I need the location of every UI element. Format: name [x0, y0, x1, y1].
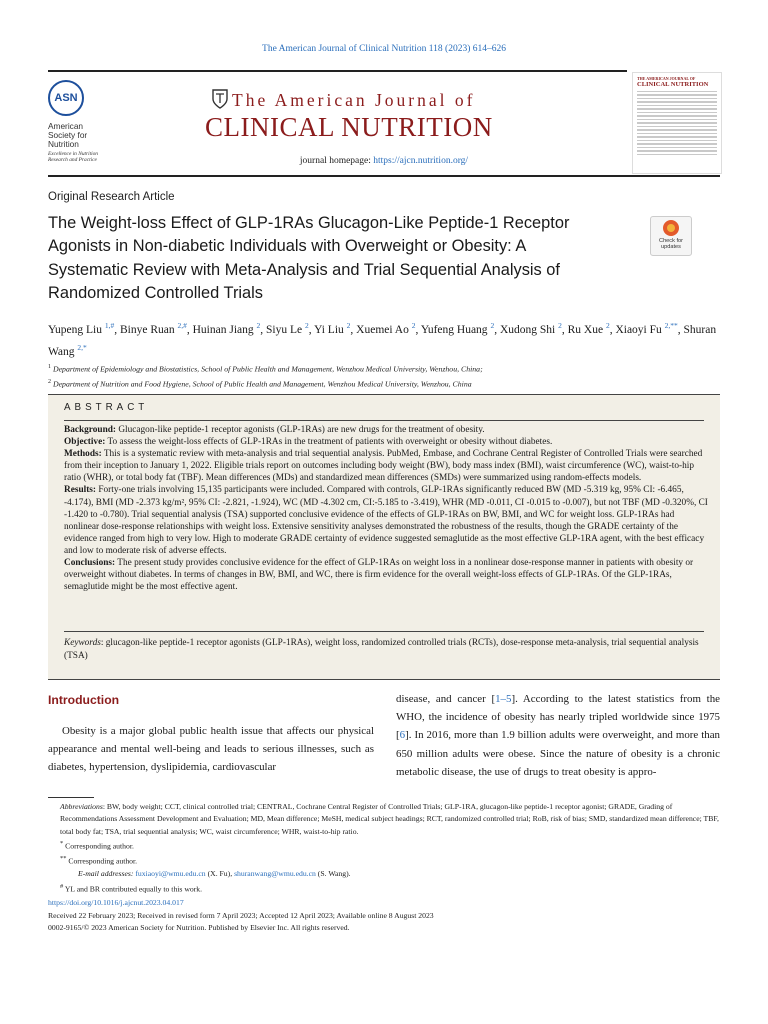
article-type: Original Research Article	[48, 191, 175, 203]
author-name[interactable]: Yufeng Huang	[420, 323, 488, 336]
abstract-section: Results: Forty-one trials involving 15,135 participants were included. Compared with controls, GLP-1RAs significantly reduced BW (MD -5.319 kg, 95% CI: -6.465, -4.174), BMI (MD -2.373 kg/m², 95% CI: -2.821, -1.924), WC (MD -4.302 cm, CI:-5.185 to -3.419), WHR (MD -0.011, CI -0.015 to -0.007), but not TBF (MD -0.320%, CI -1.420 to -0.780). Trial sequential analysis (TSA) supported conclusive evidence of the effects of GLP-1RAs on BW, BMI, and WC for weight loss. GLP-1RAs had nonlinear dose-response relationships with weight loss. Extensive sensitivity analyses demonstrated the robustness of the results, though the GRADE certainty of the evidence ranged from high to very low. High to moderate GRADE certainty of evidence suggested semaglutide as the most effective GLP-1RA agent, with the best efficacy and low to moderate risk of adverse effects.	[64, 485, 708, 556]
author-name[interactable]: Huinan Jiang	[192, 323, 254, 336]
citation-link[interactable]: 1–5	[495, 693, 512, 705]
journal-shield-icon	[210, 88, 230, 110]
author-name[interactable]: Yi Liu	[314, 323, 344, 336]
affiliation-1: $^1$ Department of Epidemiology and Biostatistics, School of Public Health and Management, Wenzhou Medical University, Wenzhou, China;	[48, 364, 483, 374]
author-affiliation-marker[interactable]: 2,**	[664, 321, 678, 330]
abstract-section: Conclusions: The present study provides conclusive evidence for the effect of GLP-1RAs on weight loss in a nonlinear dose-response manner in patients with obesity or overweight without diabetes. In terms of changes in BW, BMI, and WC, there is firm evidence for the overall weight-loss effects of GLP-1RAs. Of the GLP-1RAs, semaglutide might be the most effective agent.	[64, 558, 694, 593]
author-affiliation-marker[interactable]: 2,*	[77, 342, 87, 352]
affiliation-2: $^2$ Department of Nutrition and Food Hygiene, School of Public Health and Management, Wenzhou Medical University, Wenzhou, China	[48, 378, 472, 389]
header-top-rule	[48, 70, 627, 72]
received-dates: Received 22 February 2023; Received in revised form 7 April 2023; Accepted 12 April 2023; Available online 8 August 2023	[48, 910, 434, 920]
abstract-section: Methods: This is a systematic review with meta-analysis and trial sequential analysis. PubMed, Embase, and Cochrane Central Register of Controlled Trials were searched from their inception to January 1, 2022. Eligible trials report on outcomes including body weight (BW), body mass index (BMI), waist circumference (WC), waist-to-hip ratio (WHR), or total body fat (TBF). Mean differences (MDs) and standardized mean differences (SMDs) were summarized using random-effects models.	[64, 449, 703, 484]
author-affiliation-marker[interactable]: 2	[605, 321, 610, 330]
copyright: 0002-9165/© 2023 American Society for Nutrition. Published by Elsevier Inc. All rights reserved.	[48, 923, 350, 933]
corresponding-author-2: ** Corresponding author.	[60, 855, 138, 866]
author-affiliation-marker[interactable]: 2	[346, 321, 351, 330]
homepage-link[interactable]: https://ajcn.nutrition.org/	[373, 156, 469, 166]
cover-text-lines	[637, 91, 717, 157]
abstract-heading: ABSTRACT	[64, 402, 149, 413]
check-for-updates-button[interactable]	[650, 216, 692, 256]
author-affiliation-marker[interactable]: 2	[558, 321, 562, 330]
author-affiliation-marker[interactable]: 2	[256, 321, 261, 330]
author-name[interactable]: Siyu Le	[266, 323, 303, 336]
intro-paragraph-right: disease, and cancer [1–5]. According to the latest statistics from the WHO, the incidence of obesity has nearly tripled worldwide since 1975 [6]. In 2016, more than 1.9 billion adults were overweight, and more than 650 million adults were obese. Since the nature of obesity is a chronic metabolic disease, the use of drugs to treat obesity is appro-	[396, 693, 720, 778]
doi-link[interactable]: https://doi.org/10.1016/j.ajcnut.2023.04.017	[48, 898, 184, 907]
abstract-rule	[64, 420, 704, 421]
footnotes	[48, 801, 720, 896]
journal-cover-thumbnail[interactable]	[632, 72, 722, 174]
author-list: Yupeng Liu $^{1,\#}$, Binye Ruan $^{2,\#}$, Huinan Jiang $^2$, Siyu Le $^2$, Yi Liu $^2$, Xuemei Ao $^2$, Yufeng Huang $^2$, Xudong Shi $^2$, Ru Xue $^2$, Xiaoyi Fu $^{2,**}$, Shuran Wang $^{2,*}$	[48, 321, 717, 358]
equal-contribution-note: # YL and BR contributed equally to this work.	[60, 882, 203, 894]
introduction-heading: Introduction	[48, 693, 120, 707]
abstract-body	[64, 424, 708, 593]
intro-paragraph-left: Obesity is a major global public health issue that affects our physical appearance and mental well-being and leads to serious illnesses, such as diabetes, hypertension, dyslipidemia, cardiovascular	[48, 725, 374, 774]
author-name[interactable]: Binye Ruan	[119, 323, 175, 336]
asn-tagline: Excellence in Nutrition Research and Practice	[48, 151, 98, 163]
author-name[interactable]: Shuran Wang	[48, 323, 717, 358]
article-title: The Weight-loss Effect of GLP-1RAs Glucagon-Like Peptide-1 Receptor Agonists in Non-diabetic Individuals with Overweight or Obesity: A Systematic Review with Meta-Analysis and Trial Sequential Analysis of Randomized Controlled Trials	[48, 214, 570, 302]
abstract-section: Background: Glucagon-like peptide-1 receptor agonists (GLP-1RAs) are new drugs for the treatment of obesity.	[64, 425, 485, 435]
keywords: Keywords: glucagon-like peptide-1 receptor agonists (GLP-1RAs), weight loss, randomized controlled trials (RCTs), dose-response meta-analysis, trial sequential analysis (TSA)	[64, 638, 699, 661]
affiliations	[48, 361, 728, 390]
abbreviations-note: Abbreviations: BW, body weight; CCT, clinical controlled trial; CENTRAL, Cochrane Central Register of Controlled Trials; GLP-1RA, glucagon-like peptide-1 receptor agonist; GRADE, Grading of Recommendations Assessment Development and Evaluation; MD, Mean difference; MeSH, medical subject headings; RCT, randomized controlled trial; RoB, risk of bias; SMD, standardized mean difference; TBF, total body fat; TSA, trial sequential analysis; WC, waist circumference; WHR, waist-to-hip ratio.	[60, 802, 719, 836]
keywords-rule	[64, 631, 704, 632]
abstract-section: Objective: To assess the weight-loss effects of GLP-1RAs in the treatment of patients with overweight or obesity without diabetes.	[64, 437, 553, 448]
corresponding-author-1: * Corresponding author.	[60, 840, 134, 851]
author-name[interactable]: Ru Xue	[567, 323, 604, 336]
check-updates-label: Check for updates	[659, 238, 683, 250]
cover-header: THE AMERICAN JOURNAL OF	[637, 76, 696, 81]
asn-society-name: American Society for Nutrition	[48, 121, 88, 149]
header-bottom-rule	[48, 175, 720, 177]
author-affiliation-marker[interactable]: 2	[490, 321, 495, 330]
email-addresses: E-mail addresses: fuxiaoyi@wmu.edu.cn (X. Fu), shuranwang@wmu.edu.cn (S. Wang).	[78, 869, 351, 879]
author-name[interactable]: Xuemei Ao	[356, 323, 409, 336]
email-link-fu[interactable]: fuxiaoyi@wmu.edu.cn	[135, 869, 206, 879]
abstract-box	[48, 394, 720, 680]
journal-title-big: CLINICAL NUTRITION	[205, 112, 493, 142]
email-link-wang[interactable]: shuranwang@wmu.edu.cn	[234, 869, 316, 879]
homepage-label: journal homepage:	[299, 156, 374, 166]
author-name[interactable]: Xudong Shi	[499, 323, 556, 336]
author-affiliation-marker[interactable]: 2,#	[177, 321, 187, 330]
journal-title-small: The American Journal of	[232, 90, 476, 110]
asn-logo-mark: ASN	[48, 80, 84, 116]
author-affiliation-marker[interactable]: 2	[411, 321, 416, 330]
journal-reference[interactable]: The American Journal of Clinical Nutrition 118 (2023) 614–626	[262, 44, 506, 54]
author-name[interactable]: Xiaoyi Fu	[615, 323, 662, 336]
author-name[interactable]: Yupeng Liu	[48, 323, 102, 336]
author-affiliation-marker[interactable]: 2	[304, 321, 309, 330]
article-info	[48, 897, 720, 935]
author-affiliation-marker[interactable]: 1,#	[104, 321, 115, 330]
footnote-rule	[48, 797, 94, 798]
cover-title: CLINICAL NUTRITION	[637, 81, 709, 88]
citation-link[interactable]: 6	[399, 729, 406, 742]
